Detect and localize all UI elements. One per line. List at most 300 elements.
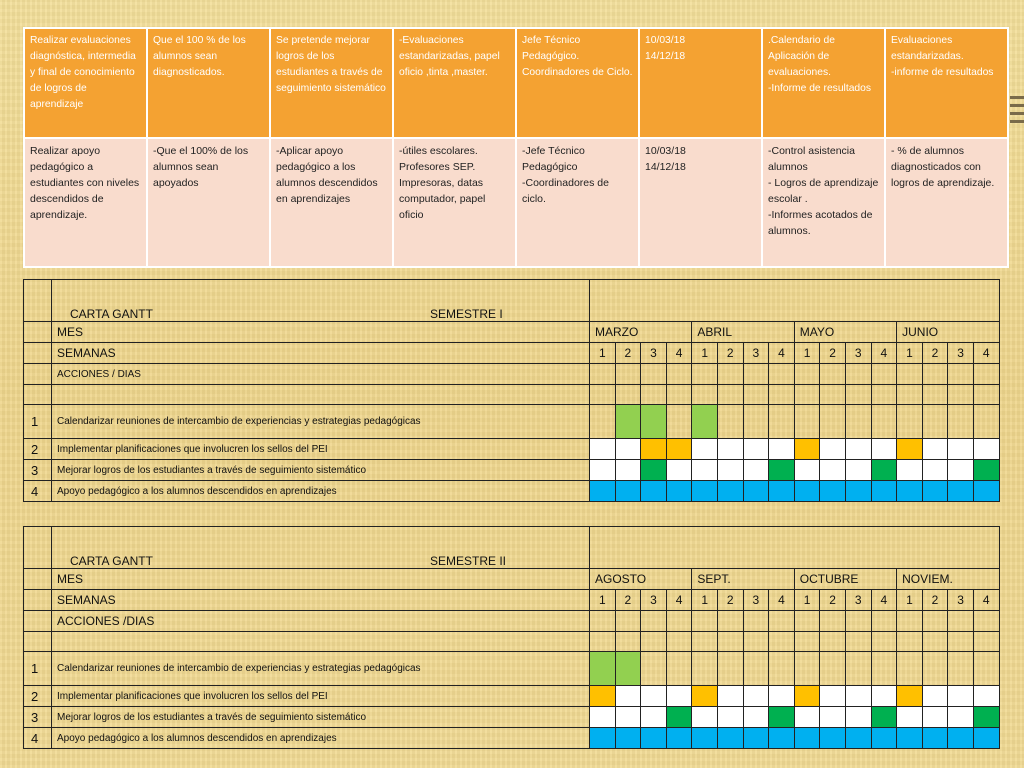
semanas-label: SEMANAS <box>52 590 590 611</box>
gantt-cell <box>641 364 667 385</box>
gantt-cell <box>615 707 641 728</box>
gantt-action-row <box>24 707 1000 728</box>
gantt-cell <box>717 686 743 707</box>
gantt-cell <box>615 364 641 385</box>
gantt-cell <box>666 707 692 728</box>
gantt-cell <box>769 364 795 385</box>
gantt-cell <box>973 652 999 686</box>
action-number: 1 <box>24 405 52 439</box>
gantt-action-row <box>24 460 1000 481</box>
gantt-cell <box>615 728 641 749</box>
gantt-cell <box>794 632 820 652</box>
gantt-cell <box>52 632 590 652</box>
gantt-cell <box>897 686 923 707</box>
gantt-cell <box>590 728 616 749</box>
action-text: Calendarizar reuniones de intercambio de experiencias y estrategias pedagógicas <box>52 652 590 686</box>
plan-cell: 10/03/18 14/12/18 <box>639 28 762 138</box>
gantt-cell <box>922 728 948 749</box>
gantt-title-blank <box>590 280 1000 322</box>
gantt-cell <box>24 632 52 652</box>
plan-cell: -Jefe Técnico Pedagógico -Coordinadores de ciclo. <box>516 138 639 267</box>
gantt-cell <box>641 481 667 502</box>
gantt-cell <box>820 652 846 686</box>
gantt-cell <box>769 728 795 749</box>
gantt-cell <box>973 385 999 405</box>
action-text: Implementar planificaciones que involucren los sellos del PEI <box>52 686 590 707</box>
gantt-cell <box>590 385 616 405</box>
gantt-cell <box>641 652 667 686</box>
gantt-cell <box>717 405 743 439</box>
gantt-cell <box>615 611 641 632</box>
gantt-cell <box>743 405 769 439</box>
gantt-cell <box>794 460 820 481</box>
plan-cell: Realizar apoyo pedagógico a estudiantes con niveles descendidos de aprendizaje. <box>24 138 147 267</box>
gantt-cell <box>743 364 769 385</box>
gantt-cell <box>590 460 616 481</box>
plan-cell: Se pretende mejorar logros de los estudiantes a través de seguimiento sistemático <box>270 28 393 138</box>
gantt-cell <box>692 611 718 632</box>
month-header: OCTUBRE <box>794 569 896 590</box>
plan-cell: Evaluaciones estandarizadas. -informe de resultados <box>885 28 1008 138</box>
gantt-cell <box>820 460 846 481</box>
gantt-cell <box>641 707 667 728</box>
week-number: 3 <box>948 343 974 364</box>
gantt-cell <box>615 405 641 439</box>
gantt-cell <box>973 728 999 749</box>
gantt-semester-text: SEMESTRE I <box>430 307 503 321</box>
gantt-cell <box>769 460 795 481</box>
week-number: 4 <box>973 590 999 611</box>
gantt-cell <box>743 439 769 460</box>
gantt-cell <box>871 707 897 728</box>
gantt-cell <box>769 632 795 652</box>
plan-cell: Realizar evaluaciones diagnóstica, intermedia y final de conocimiento de logros de aprendizaje <box>24 28 147 138</box>
action-text: Mejorar logros de los estudiantes a través de seguimiento sistemático <box>52 707 590 728</box>
gantt-cell <box>897 460 923 481</box>
gantt-title <box>52 527 590 569</box>
gantt-week-row <box>24 590 1000 611</box>
gantt-cell <box>820 728 846 749</box>
plan-row <box>24 28 1008 138</box>
gantt-title-blank <box>590 527 1000 569</box>
gantt-cell <box>692 707 718 728</box>
gantt-cell <box>743 611 769 632</box>
plan-row <box>24 138 1008 267</box>
plan-cell: -Evaluaciones estandarizadas, papel oficio ,tinta ,master. <box>393 28 516 138</box>
week-number: 2 <box>922 590 948 611</box>
plan-cell: 10/03/18 14/12/18 <box>639 138 762 267</box>
week-number: 2 <box>820 590 846 611</box>
gantt-cell <box>973 707 999 728</box>
gantt-cell <box>692 439 718 460</box>
month-header: JUNIO <box>897 322 999 343</box>
gantt-cell <box>948 707 974 728</box>
gantt-action-row <box>24 728 1000 749</box>
gantt-cell <box>743 481 769 502</box>
plan-cell: Jefe Técnico Pedagógico. Coordinadores de Ciclo. <box>516 28 639 138</box>
gantt-cell <box>666 405 692 439</box>
gantt-cell <box>922 686 948 707</box>
plan-cell: -Aplicar apoyo pedagógico a los alumnos descendidos en aprendizajes <box>270 138 393 267</box>
gantt-cell <box>615 686 641 707</box>
gantt-cell <box>845 460 871 481</box>
gantt-cell <box>922 611 948 632</box>
gantt-cell <box>948 364 974 385</box>
action-number: 2 <box>24 439 52 460</box>
gantt-cell <box>973 364 999 385</box>
gantt-cell <box>922 632 948 652</box>
action-text: Implementar planificaciones que involucren los sellos del PEI <box>52 439 590 460</box>
gantt-cell <box>692 364 718 385</box>
action-text: Apoyo pedagógico a los alumnos descendidos en aprendizajes <box>52 481 590 502</box>
gantt-cell <box>973 405 999 439</box>
blank-cell <box>24 322 52 343</box>
blank-cell <box>24 569 52 590</box>
gantt-cell <box>717 385 743 405</box>
gantt-chart-semester-1 <box>23 279 1000 502</box>
plan-cell: - % de alumnos diagnosticados con logros de aprendizaje. <box>885 138 1008 267</box>
gantt-cell <box>820 632 846 652</box>
gantt-cell <box>794 728 820 749</box>
gantt-title-row <box>24 527 1000 569</box>
gantt-cell <box>590 439 616 460</box>
gantt-cell <box>615 632 641 652</box>
gantt-action-row <box>24 686 1000 707</box>
gantt-cell <box>845 652 871 686</box>
gantt-cell <box>948 405 974 439</box>
action-plan-table <box>23 27 1009 268</box>
gantt-cell <box>52 385 590 405</box>
gantt-chart-semester-2 <box>23 526 1000 749</box>
gantt-cell <box>845 481 871 502</box>
gantt-cell <box>845 707 871 728</box>
gantt-cell <box>922 460 948 481</box>
gantt-cell <box>666 439 692 460</box>
gantt-cell <box>871 405 897 439</box>
gantt-cell <box>794 686 820 707</box>
gantt-cell <box>820 707 846 728</box>
gantt-cell <box>820 481 846 502</box>
gantt-cell <box>717 439 743 460</box>
gantt-month-row <box>24 322 1000 343</box>
gantt-cell <box>948 439 974 460</box>
gantt-cell <box>590 652 616 686</box>
gantt-cell <box>666 632 692 652</box>
gantt-cell <box>871 611 897 632</box>
week-number: 1 <box>794 343 820 364</box>
week-number: 3 <box>845 590 871 611</box>
gantt-cell <box>717 728 743 749</box>
gantt-cell <box>615 439 641 460</box>
gantt-cell <box>871 385 897 405</box>
gantt-cell <box>692 728 718 749</box>
gantt-title-text: CARTA GANTT <box>70 554 153 568</box>
gantt-cell <box>820 611 846 632</box>
gantt-cell <box>641 728 667 749</box>
gantt-cell <box>794 707 820 728</box>
gantt-cell <box>615 481 641 502</box>
gantt-cell <box>641 405 667 439</box>
gantt-cell <box>717 611 743 632</box>
gantt-blank-row <box>24 632 1000 652</box>
gantt-cell <box>769 405 795 439</box>
gantt-month-row <box>24 569 1000 590</box>
gantt-cell <box>743 385 769 405</box>
gantt-semester-text: SEMESTRE II <box>430 554 507 568</box>
gantt-week-row <box>24 343 1000 364</box>
gantt-cell <box>666 385 692 405</box>
gantt-blank-row <box>24 385 1000 405</box>
gantt-cell <box>641 460 667 481</box>
gantt-cell <box>743 686 769 707</box>
gantt-cell <box>922 405 948 439</box>
gantt-cell <box>845 728 871 749</box>
month-header: ABRIL <box>692 322 794 343</box>
gantt-cell <box>794 439 820 460</box>
blank-cell <box>24 590 52 611</box>
gantt-cell <box>666 460 692 481</box>
gantt-cell <box>820 686 846 707</box>
gantt-cell <box>641 632 667 652</box>
gantt-number-col-header <box>24 527 52 569</box>
gantt-cell <box>973 686 999 707</box>
gantt-cell <box>717 652 743 686</box>
gantt-cell <box>922 652 948 686</box>
gantt-cell <box>794 611 820 632</box>
gantt-cell <box>769 611 795 632</box>
gantt-cell <box>948 728 974 749</box>
gantt-cell <box>845 385 871 405</box>
gantt-cell <box>692 652 718 686</box>
week-number: 4 <box>769 343 795 364</box>
gantt-acciones-row <box>24 364 1000 385</box>
gantt-cell <box>897 611 923 632</box>
gantt-cell <box>845 632 871 652</box>
gantt-cell <box>897 405 923 439</box>
gantt-cell <box>666 728 692 749</box>
gantt-cell <box>692 460 718 481</box>
acciones-label: ACCIONES /DIAS <box>52 611 590 632</box>
week-number: 4 <box>871 343 897 364</box>
gantt-cell <box>717 460 743 481</box>
week-number: 2 <box>615 343 641 364</box>
gantt-cell <box>590 611 616 632</box>
gantt-cell <box>666 481 692 502</box>
gantt-cell <box>717 707 743 728</box>
gantt-cell <box>666 611 692 632</box>
plan-cell: -útiles escolares. Profesores SEP. Impresoras, datas computador, papel oficio <box>393 138 516 267</box>
gantt-cell <box>590 364 616 385</box>
week-number: 3 <box>948 590 974 611</box>
gantt-cell <box>590 686 616 707</box>
gantt-cell <box>948 385 974 405</box>
gantt-cell <box>922 481 948 502</box>
plan-cell: -Que el 100% de los alumnos sean apoyados <box>147 138 270 267</box>
month-header: AGOSTO <box>590 569 692 590</box>
gantt-cell <box>897 439 923 460</box>
gantt-cell <box>615 385 641 405</box>
action-number: 3 <box>24 707 52 728</box>
action-number: 3 <box>24 460 52 481</box>
blank-cell <box>24 611 52 632</box>
action-number: 4 <box>24 728 52 749</box>
week-number: 2 <box>717 590 743 611</box>
gantt-cell <box>590 405 616 439</box>
week-number: 1 <box>692 590 718 611</box>
gantt-cell <box>948 632 974 652</box>
gantt-cell <box>820 385 846 405</box>
gantt-cell <box>641 611 667 632</box>
week-number: 1 <box>897 343 923 364</box>
week-number: 2 <box>615 590 641 611</box>
gantt-cell <box>922 385 948 405</box>
gantt-cell <box>871 481 897 502</box>
gantt-cell <box>615 460 641 481</box>
action-number: 4 <box>24 481 52 502</box>
gantt-action-row <box>24 652 1000 686</box>
week-number: 3 <box>641 343 667 364</box>
month-header: NOVIEM. <box>897 569 999 590</box>
week-number: 4 <box>666 343 692 364</box>
gantt-cell <box>692 632 718 652</box>
gantt-cell <box>871 728 897 749</box>
gantt-cell <box>717 632 743 652</box>
gantt-cell <box>743 632 769 652</box>
gantt-cell <box>871 686 897 707</box>
action-text: Calendarizar reuniones de intercambio de experiencias y estrategias pedagógicas <box>52 405 590 439</box>
acciones-label: ACCIONES / DIAS <box>52 364 590 385</box>
week-number: 3 <box>743 343 769 364</box>
gantt-cell <box>24 385 52 405</box>
gantt-cell <box>769 652 795 686</box>
mes-label: MES <box>52 569 590 590</box>
gantt-cell <box>973 439 999 460</box>
gantt-cell <box>666 364 692 385</box>
blank-cell <box>24 364 52 385</box>
gantt-cell <box>897 632 923 652</box>
week-number: 4 <box>666 590 692 611</box>
gantt-cell <box>897 481 923 502</box>
plan-cell: .Calendario de Aplicación de evaluaciones. -Informe de resultados <box>762 28 885 138</box>
gantt-cell <box>692 385 718 405</box>
gantt-cell <box>897 364 923 385</box>
gantt-title-text: CARTA GANTT <box>70 307 153 321</box>
gantt-cell <box>922 707 948 728</box>
gantt-cell <box>897 728 923 749</box>
gantt-cell <box>820 439 846 460</box>
gantt-cell <box>794 652 820 686</box>
gantt-cell <box>845 686 871 707</box>
gantt-acciones-row <box>24 611 1000 632</box>
week-number: 2 <box>922 343 948 364</box>
gantt-cell <box>769 481 795 502</box>
gantt-action-row <box>24 481 1000 502</box>
gantt-cell <box>845 611 871 632</box>
gantt-cell <box>743 728 769 749</box>
gantt-cell <box>769 686 795 707</box>
gantt-cell <box>948 686 974 707</box>
gantt-cell <box>641 686 667 707</box>
gantt-cell <box>794 364 820 385</box>
gantt-cell <box>590 632 616 652</box>
gantt-cell <box>641 385 667 405</box>
gantt-cell <box>692 481 718 502</box>
week-number: 1 <box>897 590 923 611</box>
gantt-cell <box>948 481 974 502</box>
gantt-cell <box>590 481 616 502</box>
gantt-cell <box>973 481 999 502</box>
week-number: 4 <box>973 343 999 364</box>
gantt-cell <box>820 364 846 385</box>
gantt-cell <box>897 652 923 686</box>
gantt-cell <box>769 707 795 728</box>
gantt-cell <box>769 385 795 405</box>
week-number: 1 <box>590 590 616 611</box>
week-number: 4 <box>769 590 795 611</box>
month-header: MARZO <box>590 322 692 343</box>
gantt-cell <box>948 652 974 686</box>
gantt-cell <box>692 686 718 707</box>
gantt-cell <box>845 405 871 439</box>
gantt-cell <box>743 652 769 686</box>
gantt-cell <box>794 405 820 439</box>
action-number: 2 <box>24 686 52 707</box>
mes-label: MES <box>52 322 590 343</box>
gantt-cell <box>871 632 897 652</box>
gantt-cell <box>897 707 923 728</box>
gantt-action-row <box>24 439 1000 460</box>
week-number: 1 <box>590 343 616 364</box>
semanas-label: SEMANAS <box>52 343 590 364</box>
gantt-cell <box>692 405 718 439</box>
gantt-title <box>52 280 590 322</box>
week-number: 4 <box>871 590 897 611</box>
gantt-cell <box>922 364 948 385</box>
gantt-cell <box>590 707 616 728</box>
week-number: 3 <box>641 590 667 611</box>
gantt-number-col-header <box>24 280 52 322</box>
gantt-cell <box>973 611 999 632</box>
gantt-cell <box>845 364 871 385</box>
gantt-cell <box>743 707 769 728</box>
gantt-cell <box>897 385 923 405</box>
gantt-cell <box>973 460 999 481</box>
gantt-cell <box>820 405 846 439</box>
gantt-cell <box>948 460 974 481</box>
gantt-cell <box>871 364 897 385</box>
gantt-cell <box>717 364 743 385</box>
week-number: 3 <box>743 590 769 611</box>
gantt-cell <box>743 460 769 481</box>
gantt-title-row <box>24 280 1000 322</box>
month-header: SEPT. <box>692 569 794 590</box>
gantt-cell <box>871 652 897 686</box>
plan-cell: Que el 100 % de los alumnos sean diagnosticados. <box>147 28 270 138</box>
week-number: 2 <box>820 343 846 364</box>
plan-cell: -Control asistencia alumnos - Logros de aprendizaje escolar . -Informes acotados de alumnos. <box>762 138 885 267</box>
blank-cell <box>24 343 52 364</box>
gantt-cell <box>666 686 692 707</box>
gantt-cell <box>641 439 667 460</box>
action-text: Apoyo pedagógico a los alumnos descendidos en aprendizajes <box>52 728 590 749</box>
gantt-cell <box>794 385 820 405</box>
week-number: 2 <box>717 343 743 364</box>
week-number: 3 <box>845 343 871 364</box>
gantt-action-row <box>24 405 1000 439</box>
week-number: 1 <box>794 590 820 611</box>
gantt-cell <box>973 632 999 652</box>
gantt-cell <box>871 439 897 460</box>
